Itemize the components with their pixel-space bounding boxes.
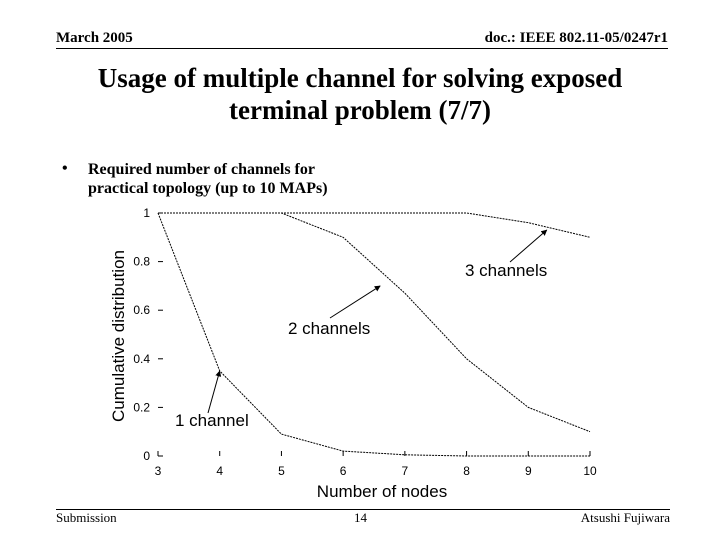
chart-annotations xyxy=(175,230,547,430)
x-tick-label: 5 xyxy=(278,464,285,478)
y-tick-label: 1 xyxy=(143,206,150,220)
y-tick-label: 0.2 xyxy=(133,400,150,415)
x-tick-label: 6 xyxy=(339,464,347,478)
annotation-arrow-2 xyxy=(330,286,380,318)
y-tick-label: 0.6 xyxy=(133,303,150,318)
annotation-label-3: 3 channels xyxy=(465,261,548,280)
x-tick-label: 3 xyxy=(154,464,162,478)
annotation-label-1: 1 channel xyxy=(175,411,249,430)
series-line-3 xyxy=(158,213,590,237)
footer-page-number: 14 xyxy=(354,510,367,525)
annotation-label-2: 2 channels xyxy=(288,319,371,338)
bullet-marker: • xyxy=(62,160,68,177)
x-axis-label: Number of nodes xyxy=(316,482,448,501)
y-tick-label: 0.8 xyxy=(133,254,150,269)
header-doc-id: doc.: IEEE 802.11-05/0247r1 xyxy=(484,30,668,46)
y-tick-label: 0 xyxy=(143,449,150,463)
annotation-arrow-1 xyxy=(208,371,220,413)
header-date: March 2005 xyxy=(56,30,133,46)
series-line-2 xyxy=(158,213,590,432)
x-tick-label: 9 xyxy=(524,464,532,478)
y-tick-label: 0.4 xyxy=(133,351,150,366)
annotation-arrow-3 xyxy=(510,230,547,262)
footer-author: Atsushi Fujiwara xyxy=(580,510,670,525)
y-axis-label: Cumulative distribution xyxy=(109,250,128,422)
x-tick-label: 7 xyxy=(401,464,409,478)
bullet-text: Required number of channels for practical topology (up to 10 MAPs) xyxy=(88,161,328,197)
slide-title-line-1: Usage of multiple channel for solving exposed xyxy=(97,63,623,93)
footer-submission: Submission xyxy=(56,510,117,525)
x-tick-label: 10 xyxy=(583,464,597,478)
slide-title-line-2: terminal problem (7/7) xyxy=(229,95,491,125)
x-tick-label: 4 xyxy=(216,464,224,478)
x-tick-label: 8 xyxy=(463,464,470,478)
